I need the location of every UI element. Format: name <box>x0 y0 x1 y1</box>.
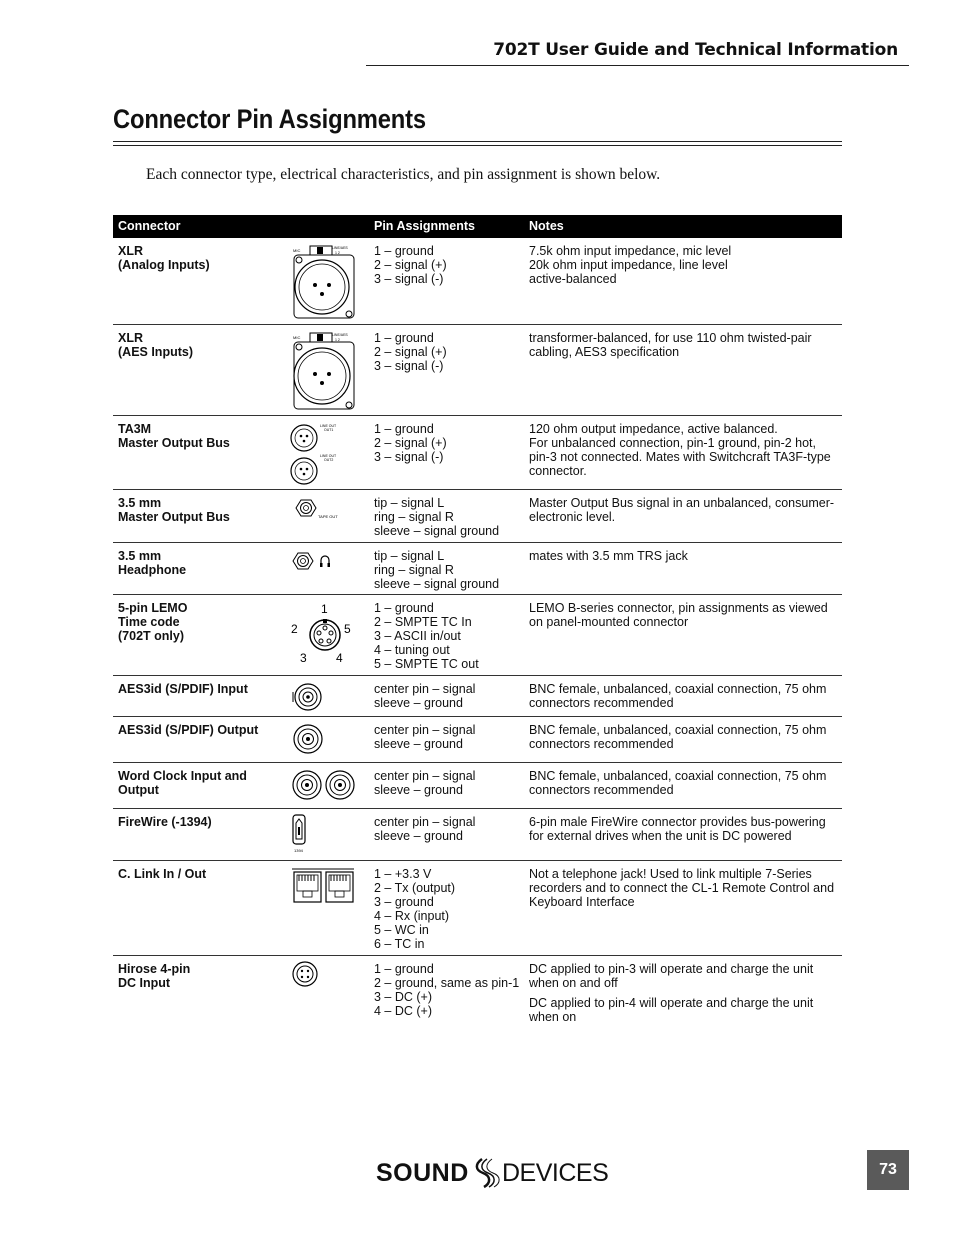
hirose-connector-icon <box>288 956 368 999</box>
bnc-connector-icon <box>288 717 368 765</box>
headphone-jack-icon <box>288 543 368 597</box>
connector-name: C. Link In / Out <box>118 867 207 881</box>
table-row <box>113 717 842 763</box>
xlr-connector-icon <box>288 325 368 418</box>
lemo-connector-icon <box>288 595 368 678</box>
connector-name: AES3id (S/PDIF) Input <box>118 682 248 696</box>
notes: DC applied to pin-3 will operate and charge the unit when on and off DC applied to pin-4 will operate and charge the unit when on <box>529 962 814 1024</box>
connector-name: XLR (Analog Inputs) <box>118 244 210 272</box>
notes: BNC female, unbalanced, coaxial connection, 75 ohm connectors recommended <box>529 723 827 751</box>
svg-text:LINE/AES: LINE/AES <box>332 246 348 250</box>
notes: mates with 3.5 mm TRS jack <box>529 549 688 563</box>
bnc-connector-icon <box>288 676 368 719</box>
title-rule <box>113 141 842 142</box>
table-row <box>113 325 842 416</box>
table-row <box>113 809 842 861</box>
pin-assignments: 1 – ground 2 – ground, same as pin-1 3 – DC (+) 4 – DC (+) <box>374 962 520 1018</box>
notes: BNC female, unbalanced, coaxial connection, 75 ohm connectors recommended <box>529 769 827 797</box>
xlr-connector-icon <box>288 238 368 327</box>
rj-connector-icon <box>288 861 368 914</box>
table-row <box>113 956 842 1028</box>
table-row <box>113 676 842 717</box>
table-row <box>113 490 842 543</box>
intro-text: Each connector type, electrical characteristics, and pin assignment is shown below. <box>146 166 661 183</box>
svg-text:LINE OUT: LINE OUT <box>320 454 337 458</box>
table-row <box>113 416 842 490</box>
header-connector: Connector <box>118 219 181 233</box>
notes: 6-pin male FireWire connector provides bus-powering for external drives when the unit is DC powered <box>529 815 826 843</box>
table-row <box>113 595 842 676</box>
svg-text:OUT1: OUT1 <box>324 428 334 432</box>
notes: BNC female, unbalanced, coaxial connection, 75 ohm connectors recommended <box>529 682 827 710</box>
svg-text:1394: 1394 <box>294 848 303 853</box>
table-row <box>113 861 842 956</box>
connector-name: Word Clock Input and Output <box>118 769 247 797</box>
svg-text:MIC: MIC <box>293 335 301 340</box>
table-row <box>113 238 842 325</box>
connector-name: AES3id (S/PDIF) Output <box>118 723 259 737</box>
connector-name: 5-pin LEMO Time code (702T only) <box>118 601 188 643</box>
notes: Master Output Bus signal in an unbalanced, consumer- electronic level. <box>529 496 835 524</box>
header-rule <box>366 65 909 66</box>
firewire-connector-icon <box>288 809 368 863</box>
pin-assignments: center pin – signal sleeve – ground <box>374 723 476 751</box>
pin-assignments: 1 – ground 2 – signal (+) 3 – signal (-) <box>374 422 447 464</box>
header-notes: Notes <box>529 219 564 233</box>
wave-logo-icon <box>473 1156 503 1190</box>
pin-assignments: tip – signal L ring – signal R sleeve – signal ground <box>374 549 500 591</box>
table-row <box>113 763 842 809</box>
pin-assignments: center pin – signal sleeve – ground <box>374 815 476 843</box>
svg-text:OUT2: OUT2 <box>324 458 334 462</box>
connector-name: XLR (AES Inputs) <box>118 331 193 359</box>
svg-text:3: 3 <box>300 651 307 665</box>
dual-bnc-connector-icon <box>288 763 368 811</box>
svg-text:1: 1 <box>321 602 328 616</box>
page-title: Connector Pin Assignments <box>113 104 426 134</box>
table-header <box>113 215 842 238</box>
notes: LEMO B-series connector, pin assignments as viewed on panel-mounted connector <box>529 601 828 629</box>
ta3m-connector-icon <box>288 416 368 492</box>
pin-assignments: center pin – signal sleeve – ground <box>374 769 476 797</box>
svg-text:LINE OUT: LINE OUT <box>320 424 337 428</box>
notes: 120 ohm output impedance, active balanced. For unbalanced connection, pin-1 ground, pin-2 hot, pin-3 not connected. Mates with Switchcraft TA3F-type connector. <box>529 422 831 478</box>
svg-text:4: 4 <box>336 651 343 665</box>
table-row <box>113 543 842 595</box>
connector-name: 3.5 mm Master Output Bus <box>118 496 230 524</box>
connector-name: Hirose 4-pin DC Input <box>118 962 191 990</box>
pin-assignments: 1 – +3.3 V 2 – Tx (output) 3 – ground 4 – Rx (input) 5 – WC in 6 – TC in <box>374 867 456 951</box>
pin-assignments: 1 – ground 2 – SMPTE TC In 3 – ASCII in/out 4 – tuning out 5 – SMPTE TC out <box>374 601 479 671</box>
header-pins: Pin Assignments <box>374 219 475 233</box>
notes: transformer-balanced, for use 110 ohm twisted-pair cabling, AES3 specification <box>529 331 812 359</box>
connector-name: TA3M Master Output Bus <box>118 422 230 450</box>
page-number: 73 <box>867 1150 909 1190</box>
svg-text:TAPE OUT: TAPE OUT <box>318 514 338 519</box>
notes: 7.5k ohm input impedance, mic level 20k ohm input impedance, line level active-balanced <box>529 244 732 286</box>
minijack-icon <box>288 490 368 545</box>
pin-table <box>113 215 842 1028</box>
svg-text:LINE/AES: LINE/AES <box>332 333 348 337</box>
connector-name: FireWire (-1394) <box>118 815 212 829</box>
svg-text:MIC: MIC <box>293 248 301 253</box>
title-rule <box>113 145 842 146</box>
svg-text:1 2: 1 2 <box>335 251 340 255</box>
pin-assignments: center pin – signal sleeve – ground <box>374 682 476 710</box>
pin-assignments: tip – signal L ring – signal R sleeve – signal ground <box>374 496 500 538</box>
connector-name: 3.5 mm Headphone <box>118 549 187 577</box>
svg-text:1 2: 1 2 <box>335 338 340 342</box>
notes: Not a telephone jack! Used to link multiple 7-Series recorders and to connect the CL-1 Remote Control and Keyboard Interface <box>529 867 835 909</box>
svg-text:2: 2 <box>291 622 298 636</box>
pin-assignments: 1 – ground 2 – signal (+) 3 – signal (-) <box>374 331 447 373</box>
svg-text:5: 5 <box>344 622 351 636</box>
pin-assignments: 1 – ground 2 – signal (+) 3 – signal (-) <box>374 244 447 286</box>
header-title: 702T User Guide and Technical Information <box>493 40 898 60</box>
